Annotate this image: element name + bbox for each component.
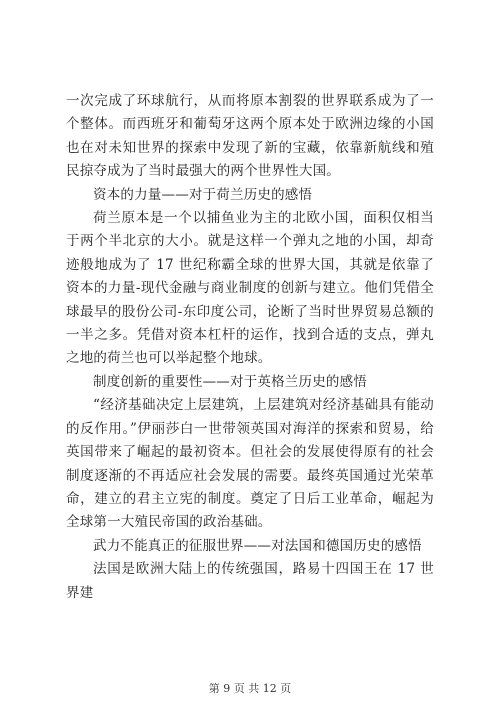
section-heading-netherlands: 资本的力量——对于荷兰历史的感悟 (93, 186, 313, 203)
paragraph-france: 法国是欧洲大陆上的传统强国，路易十四国王在 17 世界建 (66, 561, 434, 601)
paragraph-england: “经济基础决定上层建筑，上层建筑对经济基础具有能动的反作用。”伊丽莎白一世带领英国对海洋的探索和贸易，给英国带来了崛起的最初资本。但社会的发展使得原有的社会制度逐渐的不再适应社会发展的需要。最终英国通过光荣革命，建立的君主立宪的制度。奠定了日后工业革命，崛起为全球第一大殖民帝国的政治基础。 (66, 397, 434, 531)
paragraph-1: 一次完成了环球航行，从而将原本割裂的世界联系成为了一个整体。而西班牙和葡萄牙这两个原本处于欧洲边缘的小国也在对未知世界的探索中发现了新的宝藏，依靠新航线和殖民掠夺成为了当时最强大的两个世界性大国。 (66, 93, 434, 180)
page-number-footer: 第 9 页 共 12 页 (208, 682, 292, 695)
section-heading-france-germany: 武力不能真正的征服世界——对法国和德国历史的感悟 (93, 537, 422, 554)
document-body (66, 90, 434, 605)
section-heading-england: 制度创新的重要性——对于英格兰历史的感悟 (93, 373, 367, 390)
paragraph-netherlands: 荷兰原本是一个以捕鱼业为主的北欧小国，面积仅相当于两个半北京的大小。就是这样一个弹丸之地的小国，却奇迹般地成为了 17 世纪称霸全球的世界大国，其就是依靠了资本的力量-现代金融与商业制度的创新与建立。他们凭借全球最早的股份公司-东印度公司，论断了当时世界贸易总额的一半之多。凭借对资本杠杆的运作，找到合适的支点，弹丸之地的荷兰也可以举起整个地球。 (66, 210, 434, 367)
